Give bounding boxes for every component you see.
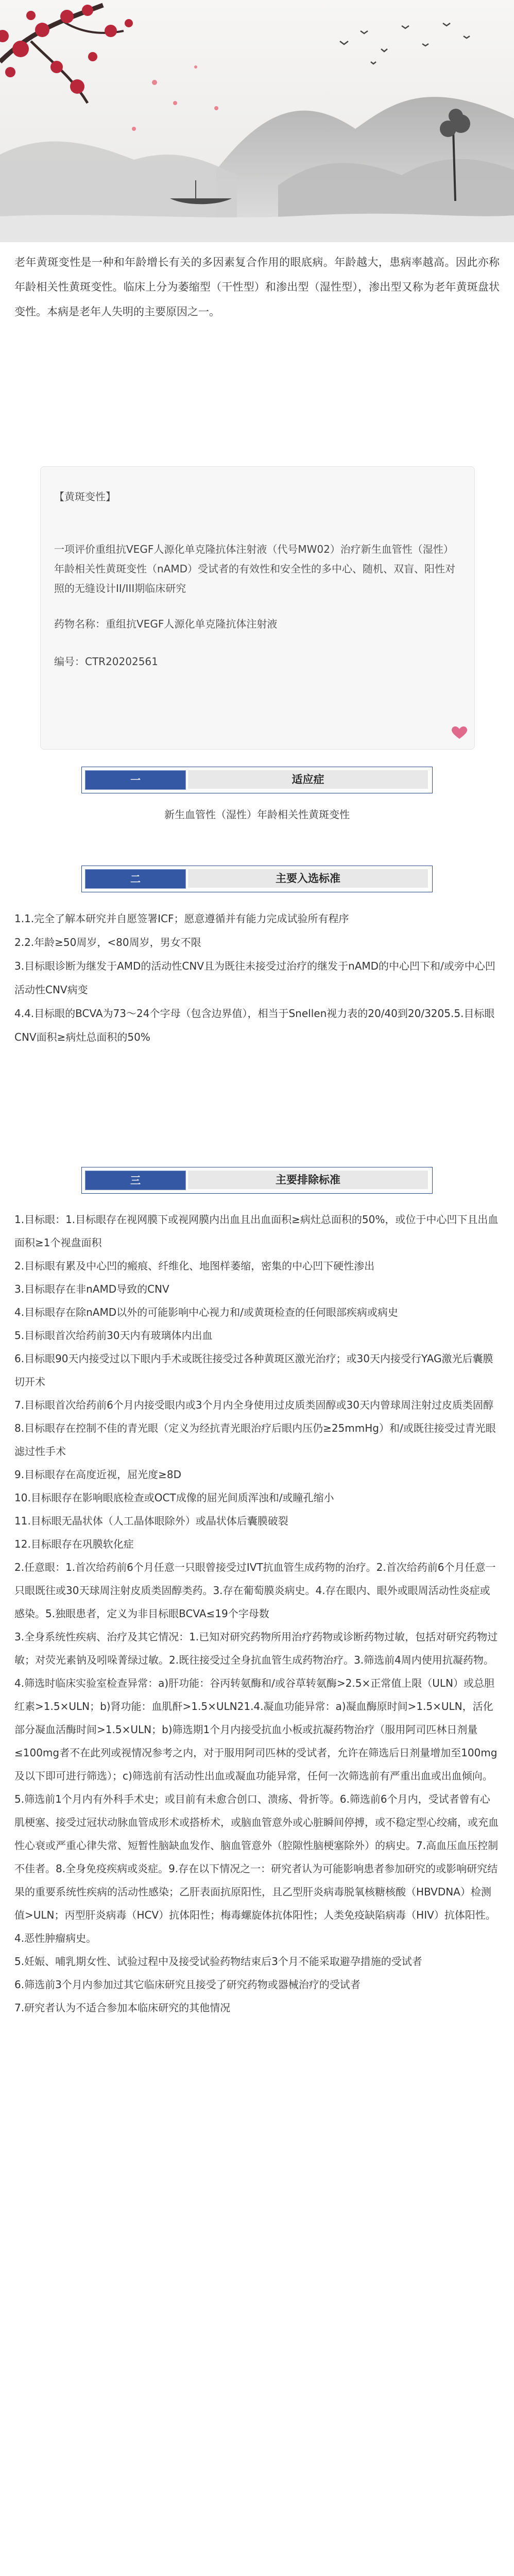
section-title: 主要入选标准 — [188, 869, 428, 888]
list-item: 5.目标眼首次给药前30天内有玻璃体内出血 — [14, 1329, 213, 1342]
section-title: 适应症 — [188, 770, 428, 789]
indication-text: 新生血管性（湿性）年龄相关性黄斑变性 — [164, 808, 350, 821]
card-study-code: 编号：CTR20202561 — [54, 655, 158, 668]
intro-paragraph: 老年黄斑变性是一种和年龄增长有关的多因素复合作用的眼底病。年龄越大，患病率越高。因此亦称年龄相关性黄斑变性。临床上分为萎缩型（干性型）和渗出型（湿性型），渗出型又称为老年黄斑盘状变性。本病是老年人失明的主要原因之一。 — [14, 256, 500, 318]
section-number: 一 — [85, 770, 186, 790]
ink-landscape-image — [0, 0, 514, 242]
list-item: 3.目标眼诊断为继发于AMD的活动性CNV且为既往未接受过治疗的继发于nAMD的中心凹下和/或旁中心凹活动性CNV病变 — [14, 960, 495, 996]
study-info-card — [40, 466, 475, 750]
list-item: 5.妊娠、哺乳期女性、试验过程中及接受试验药物结束后3个月不能采取避孕措施的受试者 — [14, 1955, 422, 1968]
list-item: 8.目标眼存在控制不佳的青光眼（定义为经抗青光眼治疗后眼内压仍≥25mmHg）和/或既往接受过青光眼滤过性手术 — [14, 1422, 496, 1458]
list-item: 3.全身系统性疾病、治疗及其它情况：1.已知对研究药物所用治疗药物或诊断药物过敏，包括对研究药物过敏；对荧光素钠及吲哚菁绿过敏。2.既往接受过全身抗血管生成药物治疗。3.筛选前4周内使用抗凝药物。4.筛选时临床实验室检查异常：a)肝功能：谷丙转氨酶和/或谷草转氨酶>2.5×正常值上限（ULN）或总胆红素>1.5×ULN；b)肾功能：血肌酐>1.5×ULN21.4.凝血功能异常：a)凝血酶原时间>1.5×ULN，活化部分凝血活酶时间>1.5×ULN；b)筛选期1个月内接受抗血小板或抗凝药物治疗（服用阿司匹林日剂量≤100mg者不在此列或视情况参考之内，对于服用阿司匹林的受试者，允许在筛选后日剂量增加至100mg及以下即可进行筛选）；c)筛选前有活动性出血或凝血功能异常，任何一次筛选前有严重出血或出血倾向。5.筛选前1个月内有外科手术史；或目前有未愈合创口、溃疡、骨折等。6.筛选前6个月内，受试者曾有心肌梗塞、接受过冠状动脉血管成形术或搭桥术，或脑血管意外或心脏瞬间停搏，或不稳定型心绞痛，或充血性心衰或严重心律失常、短暂性脑缺血发作、脑血管意外（腔隙性脑梗塞除外）的病史。7.高血压血压控制不佳者。8.全身免疫疾病或炎症。9.存在以下情况之一：研究者认为可能影响患者参加研究的或影响研究结果的重要系统性疾病的活动性感染；乙肝表面抗原阳性，且乙型肝炎病毒脱氧核糖核酸（HBVDNA）检测值>ULN；丙型肝炎病毒（HCV）抗体阳性；梅毒螺旋体抗体阳性；人类免疫缺陷病毒（HIV）抗体阳性。 — [14, 1631, 499, 1921]
list-item: 7.目标眼首次给药前6个月内接受眼内或3个月内全身使用过皮质类固醇或30天内曾球周注射过皮质类固醇 — [14, 1399, 493, 1411]
list-item: 6.目标眼90天内接受过以下眼内手术或既往接受过各种黄斑区激光治疗；或30天内接受行YAG激光后囊膜切开术 — [14, 1352, 493, 1388]
list-item: 11.目标眼无晶状体（人工晶体眼除外）或晶状体后囊膜破裂 — [14, 1515, 288, 1527]
section-number: 三 — [85, 1171, 186, 1190]
list-item: 4.4.目标眼的BCVA为73～24个字母（包含边界值），相当于Snellen视力表的20/40到20/3205.5.目标眼CNV面积≥病灶总面积的50% — [14, 1007, 495, 1043]
list-item: 2.目标眼有累及中心凹的瘢痕、纤维化、地图样萎缩，密集的中心凹下硬性渗出 — [14, 1260, 375, 1272]
section-header-inclusion — [81, 866, 433, 892]
list-item: 12.目标眼存在巩膜软化症 — [14, 1538, 134, 1550]
inclusion-list — [14, 907, 500, 1049]
list-item: 1.1.完全了解本研究并自愿签署ICF；愿意遵循并有能力完成试验所有程序 — [14, 912, 349, 925]
section-header-exclusion — [81, 1167, 433, 1194]
list-item: 10.目标眼存在影响眼底检查或OCT成像的屈光间质浑浊和/或瞳孔缩小 — [14, 1492, 334, 1504]
list-item: 4.恶性肿瘤病史。 — [14, 1932, 97, 1944]
section-header-indication — [81, 767, 433, 793]
list-item: 4.目标眼存在除nAMD以外的可能影响中心视力和/或黄斑检查的任何眼部疾病或病史 — [14, 1306, 398, 1318]
hero-illustration — [0, 0, 514, 242]
heart-icon — [452, 726, 467, 740]
exclusion-list — [14, 1208, 500, 2020]
card-tag: 【黄斑变性】 — [54, 490, 116, 503]
card-study-title: 一项评价重组抗VEGF人源化单克隆抗体注射液（代号MW02）治疗新生血管性（湿性）年龄相关性黄斑变性（nAMD）受试者的有效性和安全性的多中心、随机、双盲、阳性对照的无缝设计II/III期临床研究 — [54, 543, 456, 595]
list-item: 1.目标眼：1.目标眼存在视网膜下或视网膜内出血且出血面积≥病灶总面积的50%，或位于中心凹下且出血面积≥1个视盘面积 — [14, 1213, 499, 1249]
list-item: 3.目标眼存在非nAMD导致的CNV — [14, 1283, 169, 1295]
list-item: 2.任意眼：1.首次给药前6个月任意一只眼曾接受过IVT抗血管生成药物的治疗。2.首次给药前6个月任意一只眼既往或30天球周注射皮质类固醇类药。3.存在葡萄膜炎病史。4.存在眼内、眼外或眼周活动性炎症或感染。5.独眼患者，定义为非目标眼BCVA≤19个字母数 — [14, 1561, 496, 1620]
list-item: 9.目标眼存在高度近视，屈光度≥8D — [14, 1468, 181, 1481]
section-title: 主要排除标准 — [188, 1171, 428, 1189]
list-item: 6.筛选前3个月内参加过其它临床研究且接受了研究药物或器械治疗的受试者 — [14, 1978, 361, 1991]
list-item: 7.研究者认为不适合参加本临床研究的其他情况 — [14, 2002, 231, 2014]
card-drug-name: 药物名称：重组抗VEGF人源化单克隆抗体注射液 — [54, 618, 278, 630]
list-item: 2.2.年龄≥50周岁，<80周岁，男女不限 — [14, 936, 201, 948]
section-number: 二 — [85, 869, 186, 889]
